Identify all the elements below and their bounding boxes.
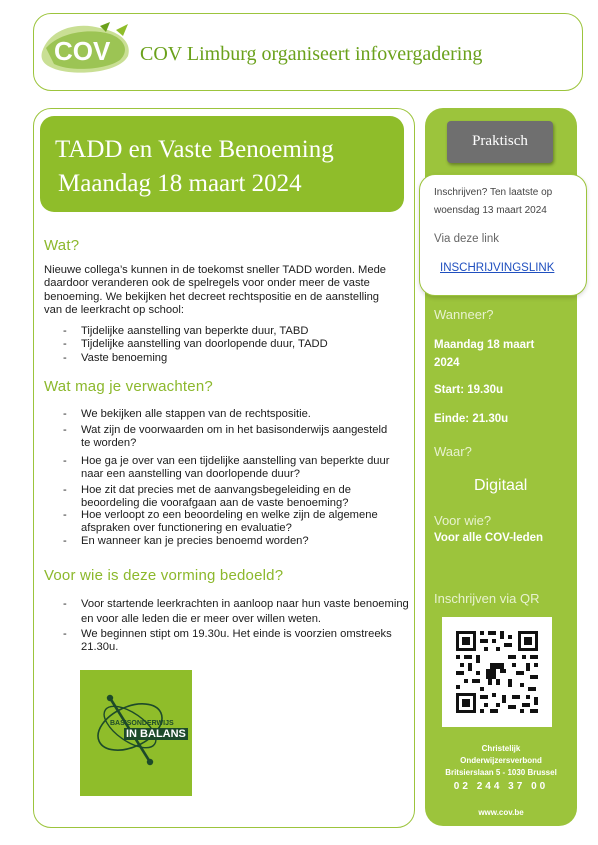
event-date-line1: Maandag 18 maart: [434, 339, 535, 351]
registration-deadline-line1: Inschrijven? Ten laatste op: [434, 187, 553, 198]
end-time: Einde: 21.30u: [434, 413, 509, 425]
section-heading-verwachten: Wat mag je verwachten?: [44, 378, 213, 395]
header-title: COV Limburg organiseert infovergadering: [140, 43, 483, 65]
registration-deadline-line2: woensdag 13 maart 2024: [434, 205, 547, 216]
badge-line1: BASISONDERWIJS: [110, 720, 174, 727]
qr-label: Inschrijven via QR: [434, 591, 540, 606]
registration-link[interactable]: INSCHRIJVINGSLINK: [440, 262, 555, 274]
footer-phone: 02 244 37 00: [453, 781, 549, 792]
paragraph-line: daardoor veranderen ook de spelregels voor onder meer de vaste: [44, 277, 370, 290]
event-date-line2: 2024: [434, 357, 460, 369]
paragraph-line: van de leerkracht op school:: [44, 304, 184, 317]
page-title: TADD en Vaste Benoeming: [55, 136, 334, 163]
section-heading-wat: Wat?: [44, 237, 80, 254]
footer-org-line2: Onderwijzersverbond: [460, 756, 542, 765]
waar-label: Waar?: [434, 444, 472, 459]
qr-code[interactable]: [442, 617, 552, 727]
wat-list: - Tijdelijke aanstelling van beperkte duur, TABD - Tijdelijke aanstelling van doorlopende duur, TADD - Vaste benoeming: [63, 325, 328, 364]
voor-wie-label: Voor wie?: [434, 513, 492, 528]
location-value: Digitaal: [474, 477, 528, 494]
paragraph-line: benoeming. We bekijken het decreet rechtspositie en de aanstelling: [44, 290, 380, 303]
section-heading-voor-wie: Voor wie is deze vorming bedoeld?: [44, 567, 284, 584]
via-link-label: Via deze link: [434, 233, 499, 245]
logo-text: COV: [54, 36, 111, 66]
basisonderwijs-in-balans-badge: [80, 670, 192, 796]
verwachten-list: - We bekijken alle stappen van de rechtspositie. - Wat zijn de voorwaarden om in het basisonderwijs aangesteld te worden? - Hoe ga je over van een tijdelijke aanstelling van beperkte duur naar een aanstelling van doorlopende duur? - Hoe zit dat precies met de aanvangsbegeleiding en de beoordeling die voorafgaan aan de vaste benoeming? - Hoe verloopt zo een beoordeling en welke zijn de algemene afspraken over functionering en evaluatie? - En wanneer kan je precies benoemd worden?: [63, 408, 390, 547]
praktisch-label: Praktisch: [472, 133, 528, 149]
badge-line2: IN BALANS: [126, 728, 186, 740]
footer-website-link[interactable]: www.cov.be: [478, 808, 524, 817]
cov-logo: [40, 22, 132, 74]
event-date-title: Maandag 18 maart 2024: [58, 170, 302, 197]
start-time: Start: 19.30u: [434, 384, 504, 396]
wanneer-label: Wanneer?: [434, 307, 494, 322]
footer-address: Britsierslaan 5 - 1030 Brussel: [445, 768, 557, 777]
paragraph-line: Nieuwe collega’s kunnen in de toekomst sneller TADD worden. Mede: [44, 264, 387, 276]
footer-org-line1: Christelijk: [481, 744, 521, 753]
audience-value: Voor alle COV-leden: [434, 532, 544, 544]
wat-paragraph: [44, 264, 404, 318]
voor-wie-list: - Voor startende leerkrachten in aanloop naar hun vaste benoeming en voor alle leden die er meer over willen weten. - We beginnen stipt om 19.30u. Het einde is voorzien omstreeks 21.30u.: [63, 598, 409, 654]
